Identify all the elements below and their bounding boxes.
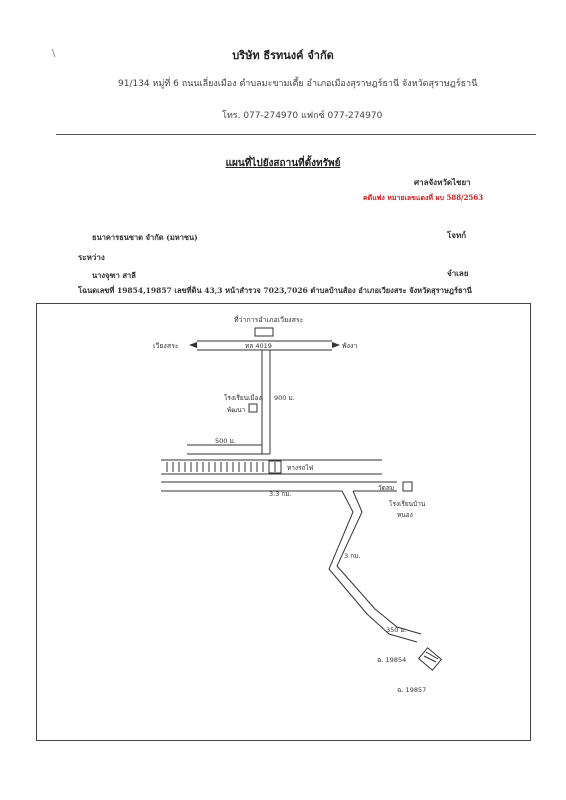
railway-ties: [167, 462, 281, 472]
east-label: พังงา: [342, 342, 358, 350]
plaintiff-name: ธนาคารธนชาต จำกัด (มหาชน): [92, 233, 198, 242]
company-name: บริษัท ธีรทนงค์ จำกัด: [232, 49, 334, 62]
winding-distance: 3 กม.: [344, 552, 361, 560]
corner-scribble: \: [52, 48, 56, 59]
railway-label: ทางรถไฟ: [287, 464, 314, 472]
company-address: 91/134 หมู่ที่ 6 ถนนเลี่ยงเมือง ตำบลมะขามเตี้ย อำเภอเมืองสุราษฎร์ธานี จังหวัดสุราษฎร์ธานี: [118, 79, 478, 89]
school-marker: [249, 404, 257, 412]
short-distance: 350 ม.: [386, 626, 407, 634]
plaintiff-role: โจทก์: [447, 230, 467, 240]
header-divider: [56, 134, 536, 135]
west-road-distance: 500 ม.: [215, 437, 236, 445]
deed-details: โฉนดเลขที่ 19854,19857 เลขที่ดิน 43,3 หน้าสำรวจ 7023,7026 ตำบลบ้านส้อง อำเภอเวียงสระ จังหวัดสุราษฎร์ธานี: [78, 286, 472, 295]
defendant-role: จำเลย: [447, 268, 469, 278]
station-label-2: หนอง: [397, 511, 413, 519]
station-label: โรงเรียนบ้าน: [389, 500, 426, 508]
office-marker: [255, 328, 273, 336]
junction-marker: [403, 482, 412, 491]
case-number: คดีแพ่ง หมายเลขแดงที่ ผบ 588/2563: [363, 193, 484, 202]
property-hatch: [424, 652, 438, 662]
east-arrow-icon: [332, 342, 340, 348]
school-label-2: พัฒนา: [227, 406, 246, 414]
main-distance: 3.3 กม.: [269, 490, 292, 498]
office-label: ที่ว่าการอำเภอเวียงสระ: [234, 316, 304, 324]
west-arrow-icon: [189, 342, 197, 348]
between-label: ระหว่าง: [78, 252, 105, 262]
highway-label: ทล 4019: [245, 342, 272, 350]
map-drawing: [37, 304, 530, 740]
court-name: ศาลจังหวัดไชยา: [414, 177, 471, 187]
defendant-name: นางจุฑา สาลี: [92, 271, 136, 280]
location-map: [36, 303, 531, 741]
company-contact: โทร. 077-274970 แฟกซ์ 077-274970: [222, 111, 383, 121]
plot-2-label: ฉ. 19857: [397, 686, 427, 694]
west-label: เวียงสระ: [153, 342, 179, 350]
junction-label: วัดสม: [378, 484, 395, 492]
north-road-distance: 900 ม.: [274, 394, 295, 402]
school-label: โรงเรียนเมือง: [224, 394, 262, 402]
plot-1-label: ฉ. 19854: [377, 656, 407, 664]
document-title: แผนที่ไปยังสถานที่ตั้งทรัพย์: [225, 158, 341, 169]
